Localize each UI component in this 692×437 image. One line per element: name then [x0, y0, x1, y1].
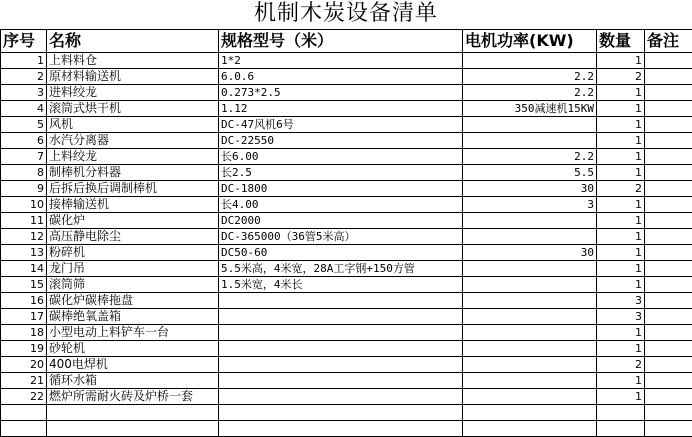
cell-qty: 3	[597, 293, 645, 309]
cell-note	[645, 389, 692, 405]
cell-name: 滚筒筛	[47, 277, 219, 293]
table-row	[1, 373, 692, 389]
cell-no: 3	[1, 85, 47, 101]
cell-name: 高压静电除尘	[47, 229, 219, 245]
empty-cell	[219, 405, 463, 421]
cell-no: 17	[1, 309, 47, 325]
cell-no: 1	[1, 53, 47, 69]
table-row	[1, 325, 692, 341]
cell-qty: 1	[597, 117, 645, 133]
cell-spec	[219, 373, 463, 389]
table-row	[1, 181, 692, 197]
cell-name: 后拆后换后调制棒机	[47, 181, 219, 197]
cell-qty: 1	[597, 133, 645, 149]
cell-spec	[219, 325, 463, 341]
cell-spec: DC2000	[219, 213, 463, 229]
cell-spec: 1*2	[219, 53, 463, 69]
cell-no: 8	[1, 165, 47, 181]
cell-name: 碳化炉	[47, 213, 219, 229]
cell-name: 碳化炉碳棒拖盘	[47, 293, 219, 309]
table-row	[1, 85, 692, 101]
cell-power: 2.2	[463, 85, 597, 101]
equipment-table	[0, 29, 692, 437]
empty-cell	[47, 421, 219, 437]
cell-qty: 1	[597, 325, 645, 341]
cell-name: 接棒输送机	[47, 197, 219, 213]
table-row	[1, 149, 692, 165]
cell-note	[645, 229, 692, 245]
cell-power	[463, 373, 597, 389]
cell-spec	[219, 389, 463, 405]
cell-power	[463, 261, 597, 277]
cell-spec: 6.0.6	[219, 69, 463, 85]
cell-spec: 0.273*2.5	[219, 85, 463, 101]
table-row	[1, 261, 692, 277]
empty-cell	[463, 421, 597, 437]
empty-cell	[463, 405, 597, 421]
table-row	[1, 101, 692, 117]
cell-spec: DC-22550	[219, 133, 463, 149]
cell-spec	[219, 309, 463, 325]
cell-power	[463, 389, 597, 405]
empty-cell	[47, 405, 219, 421]
cell-power: 5.5	[463, 165, 597, 181]
cell-qty: 1	[597, 341, 645, 357]
cell-name: 砂轮机	[47, 341, 219, 357]
table-row	[1, 389, 692, 405]
header-spec: 规格型号（米）	[219, 30, 463, 53]
table-row	[1, 341, 692, 357]
cell-note	[645, 133, 692, 149]
cell-qty: 2	[597, 357, 645, 373]
cell-note	[645, 117, 692, 133]
cell-note	[645, 101, 692, 117]
header-no: 序号	[1, 30, 47, 53]
cell-name: 风机	[47, 117, 219, 133]
cell-no: 4	[1, 101, 47, 117]
empty-row	[1, 405, 692, 421]
cell-power	[463, 133, 597, 149]
cell-power	[463, 293, 597, 309]
cell-power: 2.2	[463, 149, 597, 165]
cell-spec: 长4.00	[219, 197, 463, 213]
cell-qty: 1	[597, 165, 645, 181]
cell-name: 滚筒式烘干机	[47, 101, 219, 117]
cell-note	[645, 149, 692, 165]
cell-qty: 1	[597, 245, 645, 261]
cell-spec: DC-365000（36管5米高）	[219, 229, 463, 245]
document-title: 机制木炭设备清单	[0, 0, 692, 28]
cell-qty: 1	[597, 53, 645, 69]
cell-note	[645, 181, 692, 197]
cell-power: 30	[463, 181, 597, 197]
cell-spec: DC-47风机6号	[219, 117, 463, 133]
cell-no: 13	[1, 245, 47, 261]
empty-cell	[645, 421, 692, 437]
cell-note	[645, 325, 692, 341]
cell-power	[463, 309, 597, 325]
table-row	[1, 165, 692, 181]
cell-spec: 1.12	[219, 101, 463, 117]
empty-cell	[219, 421, 463, 437]
cell-qty: 1	[597, 373, 645, 389]
cell-no: 18	[1, 325, 47, 341]
cell-no: 21	[1, 373, 47, 389]
table-row	[1, 309, 692, 325]
table-row	[1, 245, 692, 261]
cell-name: 粉碎机	[47, 245, 219, 261]
empty-row	[1, 421, 692, 437]
cell-note	[645, 293, 692, 309]
cell-qty: 1	[597, 149, 645, 165]
cell-name: 龙门吊	[47, 261, 219, 277]
cell-power	[463, 357, 597, 373]
header-power: 电机功率(KW)	[463, 30, 597, 53]
cell-note	[645, 165, 692, 181]
cell-no: 9	[1, 181, 47, 197]
table-row	[1, 213, 692, 229]
empty-cell	[597, 421, 645, 437]
cell-name: 燃炉所需耐火砖及炉桥一套	[47, 389, 219, 405]
cell-no: 6	[1, 133, 47, 149]
cell-power: 3	[463, 197, 597, 213]
cell-qty: 1	[597, 101, 645, 117]
table-row	[1, 197, 692, 213]
cell-name: 进料绞龙	[47, 85, 219, 101]
cell-name: 上料料仓	[47, 53, 219, 69]
cell-spec: 5.5米高，4米宽，28A工字钢+150方管	[219, 261, 463, 277]
table-row	[1, 277, 692, 293]
cell-name: 制棒机分料器	[47, 165, 219, 181]
cell-note	[645, 213, 692, 229]
cell-power	[463, 325, 597, 341]
cell-no: 19	[1, 341, 47, 357]
cell-spec	[219, 357, 463, 373]
cell-no: 12	[1, 229, 47, 245]
cell-qty: 1	[597, 389, 645, 405]
cell-no: 16	[1, 293, 47, 309]
cell-spec: DC50-60	[219, 245, 463, 261]
cell-power: 30	[463, 245, 597, 261]
header-row	[1, 30, 692, 53]
cell-no: 10	[1, 197, 47, 213]
cell-qty: 1	[597, 85, 645, 101]
cell-spec	[219, 293, 463, 309]
table-row	[1, 357, 692, 373]
cell-name: 400电焊机	[47, 357, 219, 373]
cell-power: 2.2	[463, 69, 597, 85]
cell-name: 小型电动上料铲车一台	[47, 325, 219, 341]
empty-cell	[1, 421, 47, 437]
empty-cell	[645, 405, 692, 421]
header-note: 备注	[645, 30, 692, 53]
cell-qty: 1	[597, 229, 645, 245]
cell-no: 2	[1, 69, 47, 85]
cell-note	[645, 261, 692, 277]
cell-note	[645, 85, 692, 101]
cell-note	[645, 277, 692, 293]
cell-spec	[219, 341, 463, 357]
empty-cell	[1, 405, 47, 421]
table-row	[1, 133, 692, 149]
cell-power	[463, 117, 597, 133]
cell-no: 22	[1, 389, 47, 405]
cell-note	[645, 245, 692, 261]
cell-no: 11	[1, 213, 47, 229]
cell-spec: 1.5米宽，4米长	[219, 277, 463, 293]
cell-qty: 2	[597, 69, 645, 85]
cell-power: 350减速机15KW	[463, 101, 597, 117]
cell-qty: 1	[597, 197, 645, 213]
empty-cell	[597, 405, 645, 421]
table-row	[1, 53, 692, 69]
cell-no: 15	[1, 277, 47, 293]
cell-no: 14	[1, 261, 47, 277]
cell-note	[645, 309, 692, 325]
header-qty: 数量	[597, 30, 645, 53]
cell-power	[463, 341, 597, 357]
cell-note	[645, 357, 692, 373]
cell-name: 上料绞龙	[47, 149, 219, 165]
table-row	[1, 117, 692, 133]
table-body	[1, 53, 692, 437]
cell-power	[463, 213, 597, 229]
cell-power	[463, 229, 597, 245]
table-row	[1, 229, 692, 245]
cell-no: 7	[1, 149, 47, 165]
cell-note	[645, 197, 692, 213]
cell-qty: 1	[597, 277, 645, 293]
cell-name: 原材料输送机	[47, 69, 219, 85]
table-row	[1, 69, 692, 85]
cell-note	[645, 69, 692, 85]
header-name: 名称	[47, 30, 219, 53]
cell-spec: DC-1800	[219, 181, 463, 197]
cell-power	[463, 53, 597, 69]
cell-qty: 3	[597, 309, 645, 325]
cell-note	[645, 373, 692, 389]
cell-note	[645, 341, 692, 357]
cell-no: 5	[1, 117, 47, 133]
cell-qty: 2	[597, 181, 645, 197]
cell-note	[645, 53, 692, 69]
cell-name: 水汽分离器	[47, 133, 219, 149]
cell-qty: 1	[597, 261, 645, 277]
cell-qty: 1	[597, 213, 645, 229]
cell-spec: 长2.5	[219, 165, 463, 181]
cell-power	[463, 277, 597, 293]
table-row	[1, 293, 692, 309]
cell-no: 20	[1, 357, 47, 373]
cell-name: 循环水箱	[47, 373, 219, 389]
cell-spec: 长6.00	[219, 149, 463, 165]
cell-name: 碳棒绝氧盖箱	[47, 309, 219, 325]
